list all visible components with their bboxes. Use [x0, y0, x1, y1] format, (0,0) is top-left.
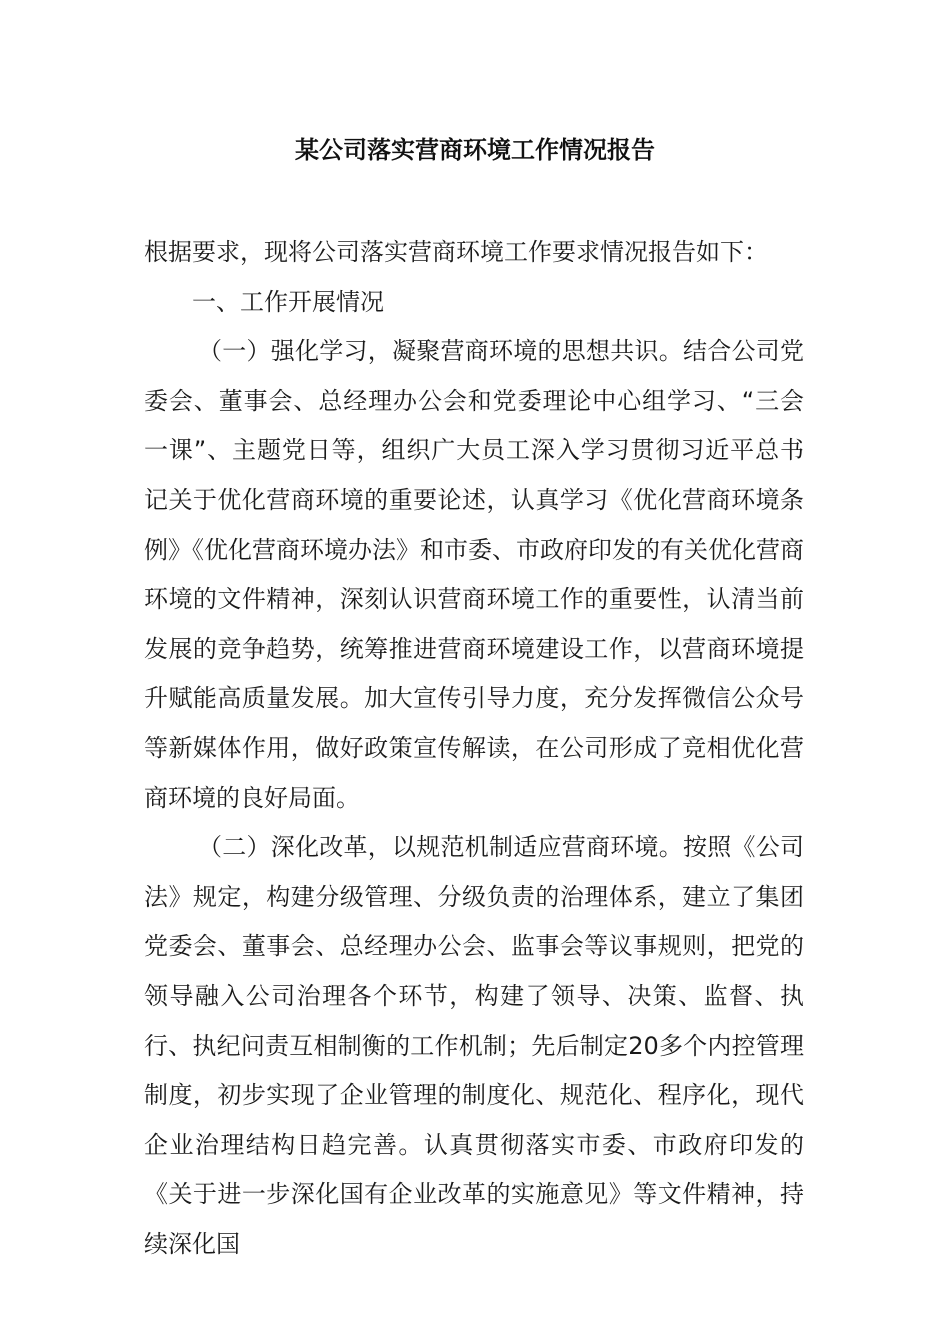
- section-heading: 一、工作开展情况: [192, 287, 384, 316]
- document-body: [144, 228, 804, 1269]
- document-title: 某公司落实营商环境工作情况报告: [295, 136, 655, 164]
- intro-paragraph: 根据要求，现将公司落实营商环境工作要求情况报告如下：: [144, 238, 768, 266]
- body-paragraph-2: （二）深化改革，以规范机制适应营商环境。按照《公司法》规定，构建分级管理、分级负责的治理体系，建立了集团党委会、董事会、总经理办公会、监事会等议事规则，把党的领导融入公司治理各个环节，构建了领导、决策、监督、执行、执纪问责互相制衡的工作机制；先后制定20多个内控管理制度，初步实现了企业管理的制度化、规范化、程序化，现代企业治理结构日趋完善。认真贯彻落实市委、市政府印发的《关于进一步深化国有企业改革的实施意见》等文件精神，持续深化国: [144, 833, 804, 1258]
- body-paragraph-1: （一）强化学习，凝聚营商环境的思想共识。结合公司党委会、董事会、总经理办公会和党委理论中心组学习、“三会一课”、主题党日等，组织广大员工深入学习贯彻习近平总书记关于优化营商环境的重要论述，认真学习《优化营商环境条例》《优化营商环境办法》和市委、市政府印发的有关优化营商环境的文件精神，深刻认识营商环境工作的重要性，认清当前发展的竞争趋势，统筹推进营商环境建设工作，以营商环境提升赋能高质量发展。加大宣传引导力度，充分发挥微信公众号等新媒体作用，做好政策宣传解读，在公司形成了竞相优化营商环境的良好局面。: [144, 337, 804, 812]
